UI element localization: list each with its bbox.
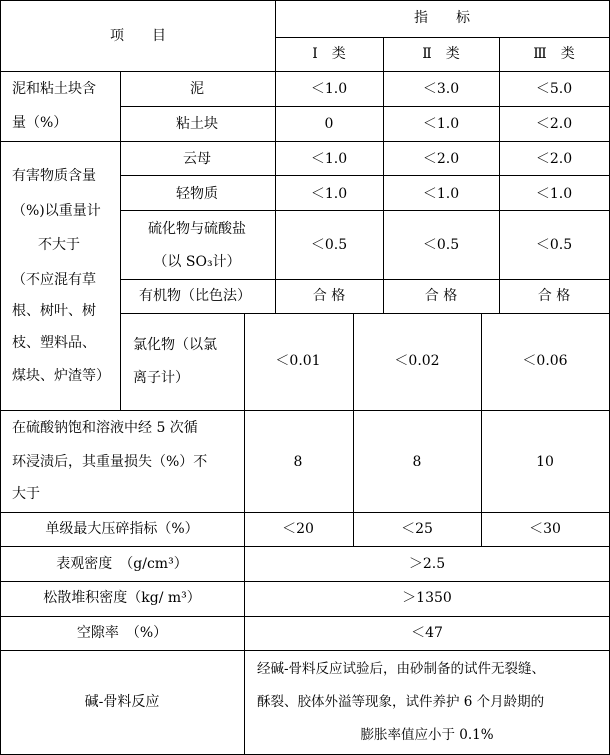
harmful-group-label-line6: 枝、塑料品、 bbox=[12, 335, 96, 351]
row-sulfide-name-line2: （以 SO₃计） bbox=[153, 254, 241, 270]
row-organic-class2: 合 格 bbox=[424, 288, 458, 304]
header-item: 项 目 bbox=[110, 28, 166, 44]
header-class3: Ⅲ 类 bbox=[533, 46, 575, 62]
rule-mica-bottom bbox=[120, 175, 610, 176]
border-top bbox=[0, 0, 610, 1]
row-sulfide-class2: ＜0.5 bbox=[422, 237, 460, 253]
rule-lower-class2-left bbox=[353, 410, 354, 546]
crush-index-class3: ＜30 bbox=[529, 521, 561, 537]
row-chloride-class2: ＜0.02 bbox=[394, 353, 440, 369]
row-light-class1: ＜1.0 bbox=[310, 186, 348, 202]
rule-bulk-bottom bbox=[0, 616, 610, 617]
rule-header-mid bbox=[275, 37, 610, 38]
soundness-class3: 10 bbox=[536, 454, 554, 470]
soundness-label-line3: 大于 bbox=[12, 486, 40, 502]
rule-mud-mid bbox=[120, 106, 610, 107]
row-organic-class3: 合 格 bbox=[537, 288, 571, 304]
mud-group-label-line1: 泥和粘土块含 bbox=[12, 81, 96, 97]
crush-index-class2: ＜25 bbox=[401, 521, 433, 537]
row-mica-name: 云母 bbox=[183, 151, 211, 167]
row-clay-lump-name: 粘土块 bbox=[176, 116, 218, 132]
soundness-label-line2: 环浸渍后，其重量损失（%）不 bbox=[12, 454, 208, 470]
row-light-class3: ＜1.0 bbox=[535, 186, 573, 202]
rule-organic-bottom bbox=[120, 313, 610, 314]
harmful-group-label-line5: 根、树叶、树 bbox=[12, 303, 96, 319]
alkali-text-line3: 膨胀率值应小于 0.1% bbox=[360, 727, 494, 743]
crush-index-label: 单级最大压碎指标（%） bbox=[45, 521, 199, 537]
row-mud-class3: ＜5.0 bbox=[535, 81, 573, 97]
rule-void-bottom bbox=[0, 650, 610, 651]
rule-class3-left-upper bbox=[499, 37, 500, 313]
row-organic-class1: 合 格 bbox=[312, 288, 346, 304]
mud-group-label-line2: 量（%） bbox=[12, 115, 68, 131]
row-mica-class2: ＜2.0 bbox=[422, 151, 460, 167]
harmful-group-label-line3: 不大于 bbox=[38, 237, 80, 253]
rule-class1-left-upper bbox=[275, 0, 276, 313]
row-sulfide-name-line1: 硫化物与硫酸盐 bbox=[148, 221, 246, 237]
row-clay-lump-class1: 0 bbox=[324, 116, 334, 132]
row-mud-name: 泥 bbox=[190, 81, 204, 97]
rule-light-bottom bbox=[120, 210, 610, 211]
header-index: 指 标 bbox=[414, 10, 470, 26]
crush-index-class1: ＜20 bbox=[282, 521, 314, 537]
rule-chloride-value2-left bbox=[353, 313, 354, 410]
border-left bbox=[0, 0, 1, 755]
alkali-label: 碱-骨料反应 bbox=[84, 694, 160, 710]
rule-name-left bbox=[120, 71, 121, 410]
rule-sulfide-bottom bbox=[120, 279, 610, 280]
rule-crush-bottom bbox=[0, 546, 610, 547]
header-class2: Ⅱ 类 bbox=[422, 46, 460, 62]
rule-density-bottom bbox=[0, 581, 610, 582]
row-chloride-name-line1: 氯化物（以氯 bbox=[133, 337, 217, 353]
row-chloride-class3: ＜0.06 bbox=[522, 353, 568, 369]
soundness-label-line1: 在硫酸钠饱和溶液中经 5 次循 bbox=[12, 420, 198, 436]
row-light-name: 轻物质 bbox=[176, 186, 218, 202]
soundness-class1: 8 bbox=[293, 454, 303, 470]
void-ratio-label: 空隙率 （%） bbox=[76, 625, 168, 641]
row-mud-class2: ＜3.0 bbox=[422, 81, 460, 97]
void-ratio-value: ＜47 bbox=[411, 625, 443, 641]
row-mica-class1: ＜1.0 bbox=[310, 151, 348, 167]
row-organic-name: 有机物（比色法） bbox=[139, 288, 251, 304]
row-clay-lump-class3: ＜2.0 bbox=[535, 116, 573, 132]
row-sulfide-class3: ＜0.5 bbox=[535, 237, 573, 253]
harmful-group-label-line4: （不应混有草 bbox=[12, 272, 96, 288]
bulk-density-label: 松散堆积密度（kg/ m³） bbox=[43, 590, 201, 606]
harmful-group-label-line7: 煤块、炉渣等） bbox=[12, 368, 110, 384]
soundness-class2: 8 bbox=[412, 454, 422, 470]
rule-harmful-bottom bbox=[0, 410, 610, 411]
alkali-text-line1: 经碱-骨料反应试验后，由砂制备的试件无裂缝、 bbox=[257, 661, 546, 677]
rule-chloride-value1-left bbox=[244, 313, 245, 410]
rule-lower-class3-left bbox=[481, 410, 482, 546]
row-mica-class3: ＜2.0 bbox=[535, 151, 573, 167]
row-chloride-name-line2: 离子计） bbox=[133, 370, 189, 386]
harmful-group-label-line2: （%)以重量计 bbox=[12, 203, 101, 219]
rule-soundness-bottom bbox=[0, 512, 610, 513]
bulk-density-value: ＞1350 bbox=[402, 590, 452, 606]
apparent-density-label: 表观密度 （g/cm³） bbox=[56, 556, 188, 572]
harmful-group-label-line1: 有害物质含量 bbox=[12, 168, 96, 184]
row-chloride-class1: ＜0.01 bbox=[275, 353, 321, 369]
rule-lower-value-left bbox=[244, 410, 245, 754]
apparent-density-value: ＞2.5 bbox=[408, 556, 446, 572]
row-light-class2: ＜1.0 bbox=[422, 186, 460, 202]
rule-class2-left-upper bbox=[383, 37, 384, 313]
alkali-text-line2: 酥裂、胶体外溢等现象，试件养护 6 个月龄期的 bbox=[257, 694, 545, 710]
rule-header-bottom bbox=[0, 71, 610, 72]
row-sulfide-class1: ＜0.5 bbox=[310, 237, 348, 253]
row-mud-class1: ＜1.0 bbox=[310, 81, 348, 97]
rule-chloride-value3-left bbox=[481, 313, 482, 410]
rule-mud-bottom bbox=[0, 141, 610, 142]
row-clay-lump-class2: ＜1.0 bbox=[422, 116, 460, 132]
header-class1: Ⅰ 类 bbox=[312, 46, 346, 62]
